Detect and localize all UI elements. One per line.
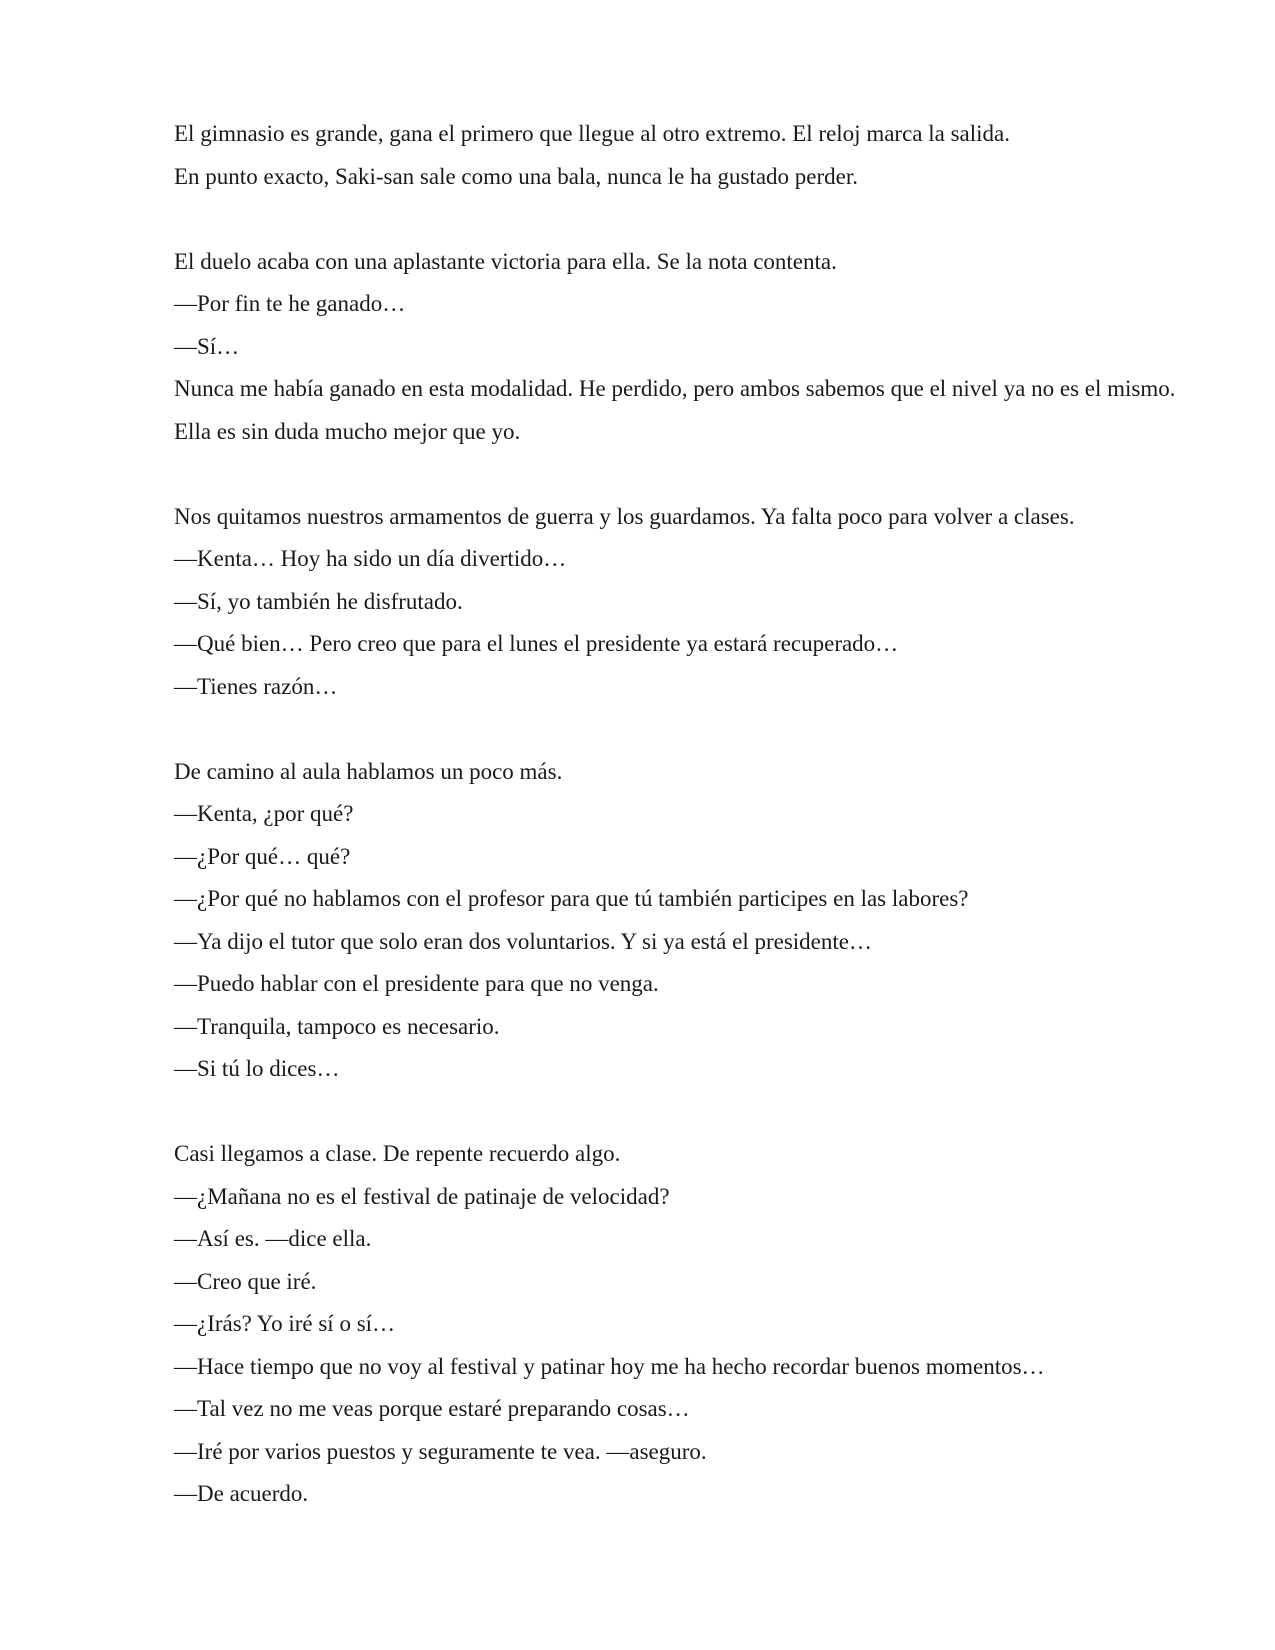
paragraph xyxy=(174,496,1184,709)
dialogue-line: —Tienes razón… xyxy=(174,673,338,699)
paragraph-gap xyxy=(174,453,1184,496)
dialogue-line: —Puedo hablar con el presidente para que no venga. xyxy=(174,971,659,996)
paragraph xyxy=(174,241,1184,454)
text-line: El gimnasio es grande, gana el primero que llegue al otro extremo. El reloj marca la salida. xyxy=(174,121,1010,146)
dialogue-line: —Tranquila, tampoco es necesario. xyxy=(174,1013,500,1039)
dialogue-line: —¿Por qué… qué? xyxy=(174,843,351,869)
dialogue-line: —¿Irás? Yo iré sí o sí… xyxy=(174,1311,396,1336)
dialogue-line: —Así es. —dice ella. xyxy=(174,1226,372,1251)
dialogue-line: —Ya dijo el tutor que solo eran dos voluntarios. Y si ya está el presidente… xyxy=(174,928,872,954)
text-line: De camino al aula hablamos un poco más. xyxy=(174,758,563,784)
dialogue-line: —Kenta… Hoy ha sido un día divertido… xyxy=(174,546,567,571)
text-line: Casi llegamos a clase. De repente recuerdo algo. xyxy=(174,1141,621,1166)
paragraph xyxy=(174,1133,1184,1516)
paragraph-gap xyxy=(174,198,1184,241)
dialogue-line: —Sí… xyxy=(174,333,240,359)
dialogue-line: —Tal vez no me veas porque estaré preparando cosas… xyxy=(174,1396,690,1421)
dialogue-line: —Creo que iré. xyxy=(174,1268,317,1294)
dialogue-line: —Hace tiempo que no voy al festival y patinar hoy me ha hecho recordar buenos momentos… xyxy=(174,1353,1045,1379)
document-page xyxy=(174,113,1184,1516)
text-line: El duelo acaba con una aplastante victoria para ella. Se la nota contenta. xyxy=(174,248,837,274)
dialogue-line: —Kenta, ¿por qué? xyxy=(174,801,354,826)
dialogue-line: —Si tú lo dices… xyxy=(174,1056,340,1081)
text-line: En punto exacto, Saki-san sale como una bala, nunca le ha gustado perder. xyxy=(174,163,859,189)
paragraph-gap xyxy=(174,708,1184,751)
dialogue-line: —¿Por qué no hablamos con el profesor para que tú también participes en las labores? xyxy=(174,886,969,911)
dialogue-line: —Qué bien… Pero creo que para el lunes el presidente ya estará recuperado… xyxy=(174,631,899,656)
paragraph xyxy=(174,751,1184,1091)
dialogue-line: —Sí, yo también he disfrutado. xyxy=(174,588,463,614)
paragraph xyxy=(174,113,1184,198)
dialogue-line: —De acuerdo. xyxy=(174,1481,309,1506)
text-line: Nos quitamos nuestros armamentos de guerra y los guardamos. Ya falta poco para volver a clases. xyxy=(174,503,1075,529)
dialogue-line: —Por fin te he ganado… xyxy=(174,291,406,316)
dialogue-line: —Iré por varios puestos y seguramente te vea. —aseguro. xyxy=(174,1438,707,1464)
paragraph-gap xyxy=(174,1091,1184,1134)
dialogue-line: —¿Mañana no es el festival de patinaje de velocidad? xyxy=(174,1183,670,1209)
text-line: Nunca me había ganado en esta modalidad. He perdido, pero ambos sabemos que el nivel ya no es el mismo. Ella es sin duda mucho mejor que yo. xyxy=(174,376,1176,444)
